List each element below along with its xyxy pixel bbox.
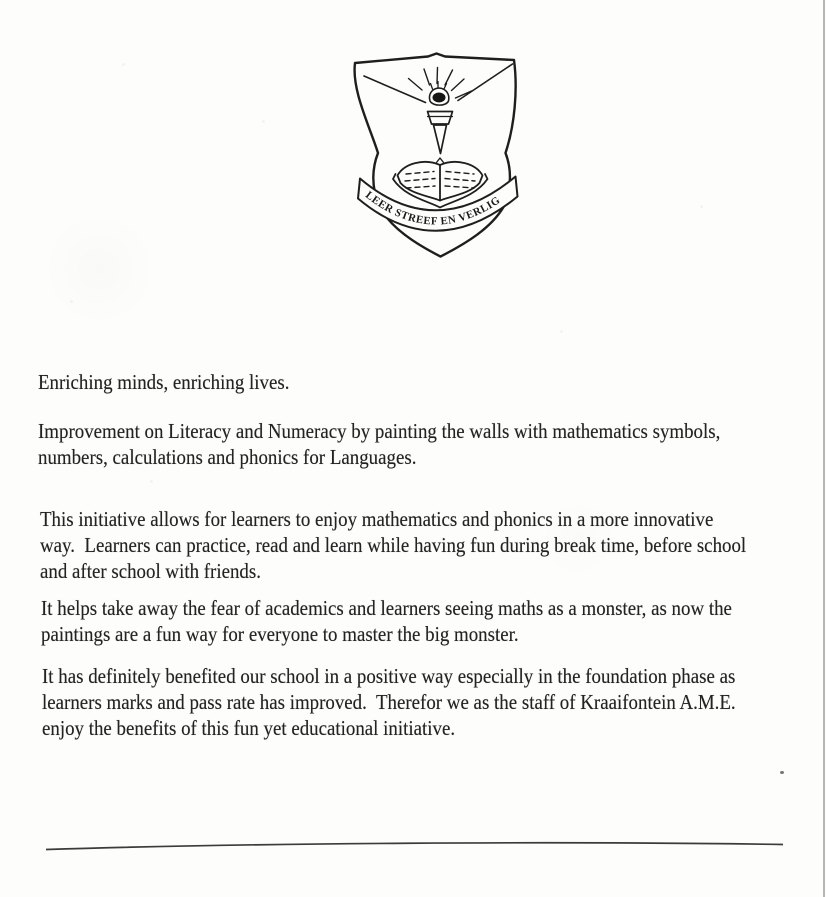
paper-speck: [700, 205, 703, 208]
text-line: learners marks and pass rate has improved. Therefor we as the staff of Kraaifontein A.M.E.: [42, 690, 736, 714]
paper-speck: [122, 63, 125, 66]
text-line: Enriching minds, enriching lives.: [38, 370, 290, 394]
text-line: enjoy the benefits of this fun yet educational initiative.: [42, 716, 456, 740]
crest-svg: [348, 50, 528, 260]
paper-speck: [560, 330, 563, 333]
open-book-icon: [393, 158, 488, 208]
paper-speck: [150, 480, 153, 483]
document-body: [38, 369, 818, 741]
text-line: Improvement on Literacy and Numeracy by painting the walls with mathematics symbols,: [38, 419, 721, 443]
scan-edge-line: [823, 0, 825, 897]
paragraph: [42, 663, 740, 741]
ink-dot: [780, 771, 784, 774]
paragraph: [38, 418, 740, 470]
text-line: numbers, calculations and phonics for Languages.: [38, 445, 417, 469]
paragraph: [41, 595, 740, 647]
text-line: It has definitely benefited our school in a positive way especially in the foundation phase as: [42, 664, 736, 688]
motto-text: LEER STREEF EN VERLIG: [363, 189, 503, 228]
paper-speck: [70, 300, 73, 303]
bottom-rule-line: [0, 836, 826, 858]
torch-icon: [409, 68, 472, 154]
text-line: and after school with friends.: [40, 559, 261, 583]
school-crest-logo: [348, 50, 528, 260]
text-line: This initiative allows for learners to enjoy mathematics and phonics in a more innovative: [40, 507, 714, 531]
text-line: It helps take away the fear of academics and learners seeing maths as a monster, as now the: [41, 596, 732, 620]
paper-speck: [262, 120, 265, 123]
mantle-ray-right: [458, 64, 513, 101]
paragraph: [40, 506, 747, 584]
paragraph: [38, 369, 740, 395]
text-line: paintings are a fun way for everyone to master the big monster.: [41, 622, 519, 646]
mantle-ray-left: [364, 76, 426, 103]
text-line: way. Learners can practice, read and learn while having fun during break time, before school: [40, 533, 747, 557]
